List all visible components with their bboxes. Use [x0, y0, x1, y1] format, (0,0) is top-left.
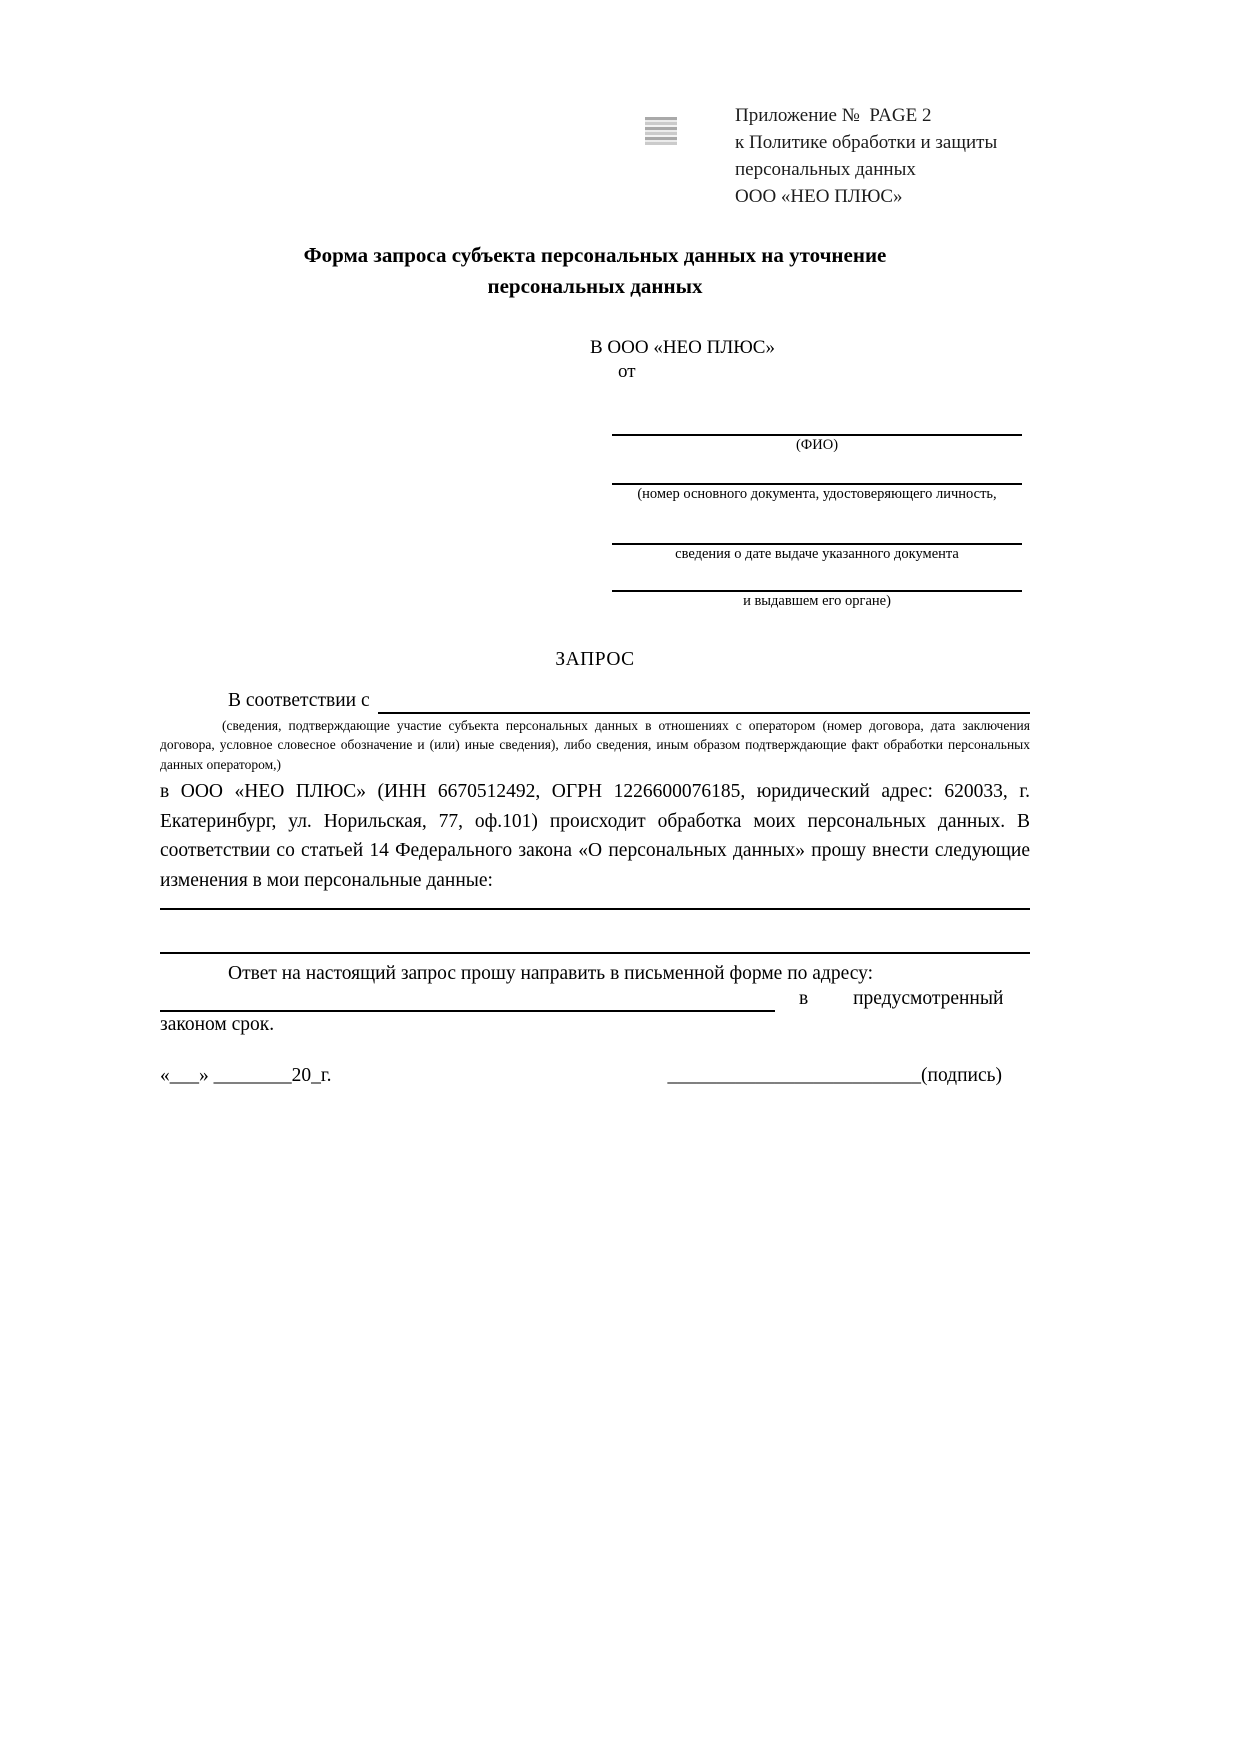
document-title: [160, 240, 1030, 302]
reply-address-row: [160, 986, 1030, 1012]
intro-row: [160, 688, 1030, 714]
header-personal-data-line: персональных данных: [735, 159, 916, 180]
header-policy-line: к Политике обработки и защиты: [735, 132, 998, 153]
issue-date-caption: сведения о дате выдаче указанного документа: [675, 546, 959, 562]
document-number-caption: (номер основного документа, удостоверяющего личность,: [637, 486, 997, 502]
changes-blank-line-1: [160, 895, 1030, 910]
field-code-artifact-icon: [645, 117, 677, 145]
signature-group: [668, 1063, 1002, 1089]
reply-term-text: законом срок.: [160, 1014, 275, 1036]
request-heading: ЗАПРОС: [555, 649, 635, 670]
header-appendix-line: Приложение № PAGE 2: [735, 105, 932, 126]
reply-instruction-text: Ответ на настоящий запрос прошу направить в письменной форме по адресу:: [228, 963, 874, 985]
signature-caption: (подпись): [921, 1065, 1002, 1087]
addressee-to: В ООО «НЕО ПЛЮС»: [590, 337, 775, 358]
address-blank-field: [160, 986, 775, 1012]
fine-print-note: (сведения, подтверждающие участие субъекта персональных данных в отношениях с оператором (номер договора, дата заключения договора, условное словесное обозначение и (или) иные сведения), либо сведения, иным образом подтверждающие факт обработки персональных данных оператором,): [160, 718, 1030, 772]
fio-caption: (ФИО): [795, 437, 839, 453]
document-content: [160, 240, 1030, 1089]
header-company-line: ООО «НЕО ПЛЮС»: [735, 186, 903, 207]
document-header: [735, 102, 997, 210]
intro-prefix: В соответствии с: [228, 690, 370, 711]
issuing-authority-blank-field: [612, 563, 1022, 592]
issuing-authority-caption: и выдавшем его органе): [743, 593, 891, 609]
addressee-block: [590, 336, 1022, 610]
title-line-1: Форма запроса субъекта персональных данных на уточнение: [303, 243, 887, 267]
issue-date-blank-field: [612, 503, 1022, 545]
changes-blank-line-2: [160, 910, 1030, 954]
date-blank-field: «___» ________20_г.: [160, 1065, 332, 1087]
addressee-from-label: от: [618, 361, 636, 382]
reply-suffix-text: в предусмотренный: [799, 988, 1004, 1010]
request-body-paragraph: в ООО «НЕО ПЛЮС» (ИНН 6670512492, ОГРН 1226600076185, юридический адрес: 620033, г. Екатеринбург, ул. Норильская, 77, оф.101) происходит обработка моих персональных данных. В соответствии со статьей 14 Федерального закона «О персональных данных» прошу внести следующие изменения в мои персональные данные:: [160, 781, 1030, 891]
signature-row: [160, 1063, 1030, 1089]
title-line-2: персональных данных: [487, 274, 703, 298]
signature-blank-field: __________________________: [667, 1065, 922, 1087]
basis-blank-field: [378, 688, 1030, 714]
document-number-blank-field: [612, 454, 1022, 485]
fio-blank-field: [612, 384, 1022, 436]
